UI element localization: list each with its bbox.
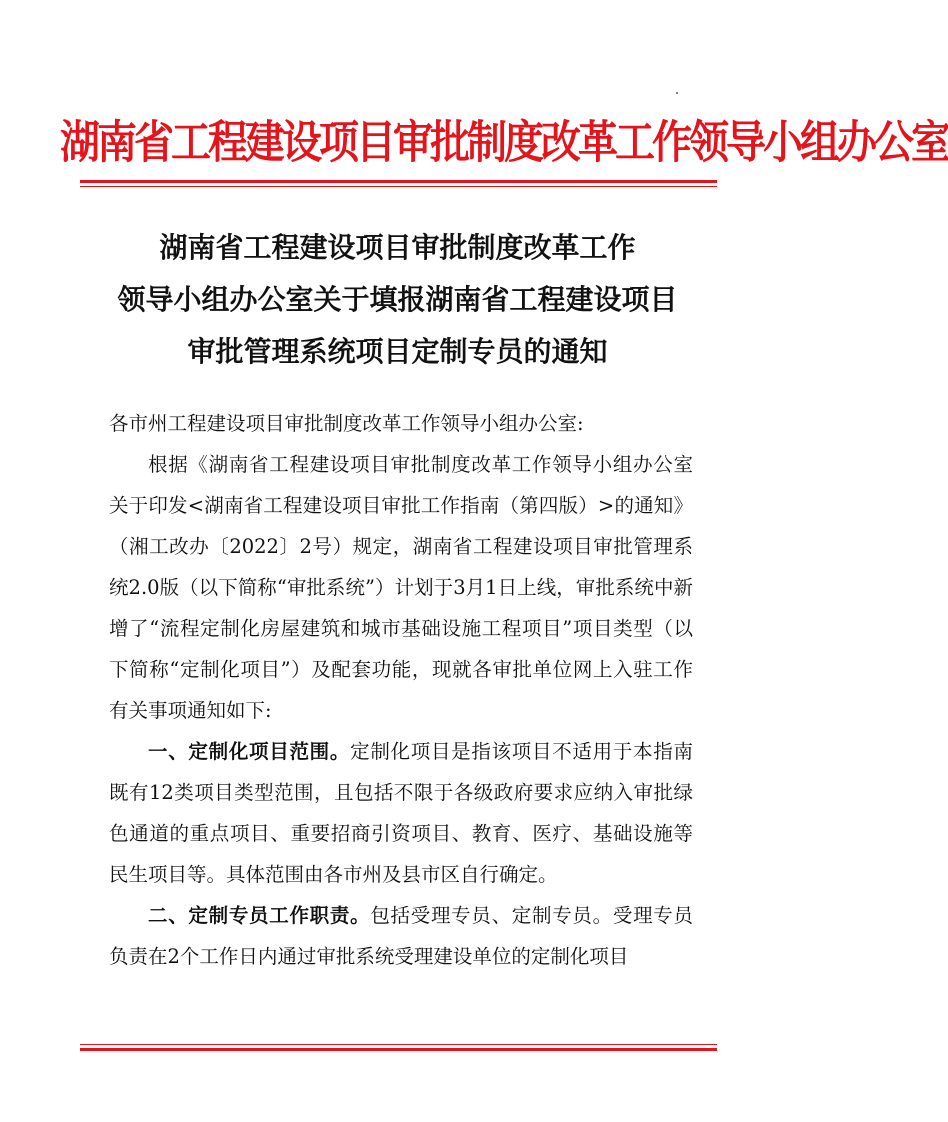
masthead-rule-thin bbox=[80, 186, 717, 187]
document-title bbox=[60, 222, 735, 378]
document-body bbox=[109, 403, 693, 977]
section-1-paragraph bbox=[109, 731, 693, 895]
footer-rule-thick bbox=[80, 1048, 717, 1051]
footer-rule-thin bbox=[80, 1044, 717, 1045]
section-1-heading: 一、定制化项目范围。 bbox=[148, 740, 351, 763]
section-2-text: 包括受理专员、定制专员。受理专员负责在2个工作日内通过审批系统受理建设单位的定制化项目 bbox=[109, 904, 693, 968]
masthead-rule-thick bbox=[80, 180, 717, 183]
salutation: 各市州工程建设项目审批制度改革工作领导小组办公室: bbox=[109, 412, 584, 435]
intro-paragraph: 根据《湖南省工程建设项目审批制度改革工作领导小组办公室关于印发<湖南省工程建设项目审批工作指南（第四版）>的通知》（湘工改办〔2022〕2号）规定，湖南省工程建设项目审批管理系统2.0版（以下简称“审批系统”）计划于3月1日上线，审批系统中新增了“流程定制化房屋建筑和城市基础设施工程项目”项目类型（以下简称“定制化项目”）及配套功能，现就各审批单位网上入驻工作有关事项通知如下: bbox=[109, 453, 693, 722]
section-2-heading: 二、定制专员工作职责。 bbox=[148, 904, 371, 927]
section-2-paragraph bbox=[109, 895, 693, 977]
masthead-org-name: 湖南省工程建设项目审批制度改革工作领导小组办公室 bbox=[60, 117, 948, 169]
title-line-2: 领导小组办公室关于填报湖南省工程建设项目 bbox=[117, 283, 678, 316]
scan-speck bbox=[676, 92, 678, 94]
section-1-text: 定制化项目是指该项目不适用于本指南既有12类项目类型范围，且包括不限于各级政府要求应纳入审批绿色通道的重点项目、重要招商引资项目、教育、医疗、基础设施等民生项目等。具体范围由各市州及县市区自行确定。 bbox=[109, 740, 693, 886]
title-line-1: 湖南省工程建设项目审批制度改革工作 bbox=[159, 231, 636, 264]
title-line-3: 审批管理系统项目定制专员的通知 bbox=[187, 335, 608, 368]
